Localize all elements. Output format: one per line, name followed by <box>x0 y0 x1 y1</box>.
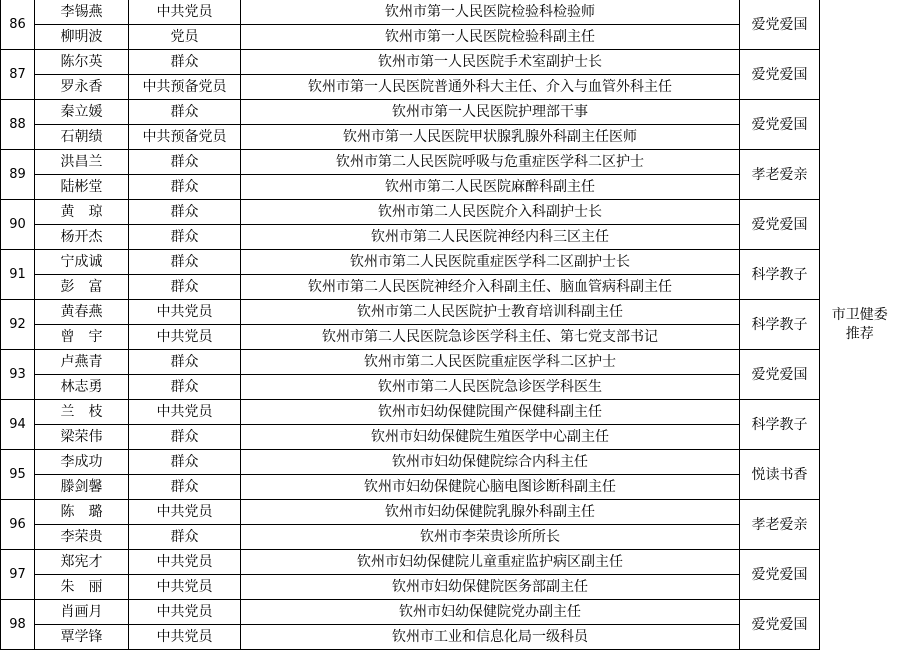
work-position: 钦州市第二人民医院急诊医学科医生 <box>241 375 740 400</box>
work-position: 钦州市第二人民医院重症医学科二区护士 <box>241 350 740 375</box>
recommending-unit-line: 市卫健委 <box>831 306 888 323</box>
person-name: 李锡燕 <box>35 0 129 25</box>
work-position: 钦州市第一人民医院手术室副护士长 <box>241 50 740 75</box>
entry-number: 92 <box>1 300 35 350</box>
award-category: 爱党爱国 <box>740 350 820 400</box>
award-category: 爱党爱国 <box>740 550 820 600</box>
work-position: 钦州市第一人民医院普通外科大主任、介入与血管外科主任 <box>241 75 740 100</box>
table-row <box>1 250 900 275</box>
person-name: 陆彬堂 <box>35 175 129 200</box>
political-status: 群众 <box>129 475 241 500</box>
table-row <box>1 450 900 475</box>
work-position: 钦州市第一人民医院护理部干事 <box>241 100 740 125</box>
work-position: 钦州市第一人民医院甲状腺乳腺外科副主任医师 <box>241 125 740 150</box>
table-row <box>1 600 900 625</box>
person-name: 陈尔英 <box>35 50 129 75</box>
table-row <box>1 150 900 175</box>
award-category: 爱党爱国 <box>740 0 820 50</box>
award-category: 爱党爱国 <box>740 100 820 150</box>
political-status: 群众 <box>129 425 241 450</box>
entry-number: 95 <box>1 450 35 500</box>
political-status: 中共党员 <box>129 325 241 350</box>
table-row <box>1 50 900 75</box>
political-status: 群众 <box>129 450 241 475</box>
person-name: 朱 丽 <box>35 575 129 600</box>
political-status: 群众 <box>129 200 241 225</box>
work-position: 钦州市第二人民医院急诊医学科主任、第七党支部书记 <box>241 325 740 350</box>
work-position: 钦州市工业和信息化局一级科员 <box>241 625 740 650</box>
work-position: 钦州市第二人民医院神经内科三区主任 <box>241 225 740 250</box>
political-status: 中共预备党员 <box>129 75 241 100</box>
table-row <box>1 550 900 575</box>
person-name: 罗永香 <box>35 75 129 100</box>
political-status: 中共党员 <box>129 625 241 650</box>
person-name: 洪昌兰 <box>35 150 129 175</box>
political-status: 群众 <box>129 275 241 300</box>
work-position: 钦州市第二人民医院呼吸与危重症医学科二区护士 <box>241 150 740 175</box>
entry-number: 97 <box>1 550 35 600</box>
entry-number: 89 <box>1 150 35 200</box>
entry-number: 93 <box>1 350 35 400</box>
person-name: 林志勇 <box>35 375 129 400</box>
political-status: 中共党员 <box>129 400 241 425</box>
award-category: 爱党爱国 <box>740 50 820 100</box>
table-row <box>1 500 900 525</box>
person-name: 杨开杰 <box>35 225 129 250</box>
political-status: 群众 <box>129 225 241 250</box>
political-status: 群众 <box>129 525 241 550</box>
award-category: 悦读书香 <box>740 450 820 500</box>
table-row <box>1 400 900 425</box>
work-position: 钦州市第二人民医院神经介入科副主任、脑血管病科副主任 <box>241 275 740 300</box>
political-status: 群众 <box>129 150 241 175</box>
table-row <box>1 350 900 375</box>
political-status: 中共预备党员 <box>129 125 241 150</box>
award-category: 孝老爱亲 <box>740 500 820 550</box>
award-category: 爱党爱国 <box>740 600 820 650</box>
person-name: 柳明波 <box>35 25 129 50</box>
entry-number: 88 <box>1 100 35 150</box>
award-category: 科学教子 <box>740 300 820 350</box>
award-category: 科学教子 <box>740 400 820 450</box>
nominee-table-body <box>1 0 900 650</box>
person-name: 郑宪才 <box>35 550 129 575</box>
work-position: 钦州市第一人民医院检验科检验师 <box>241 0 740 25</box>
political-status: 中共党员 <box>129 0 241 25</box>
work-position: 钦州市妇幼保健院生殖医学中心副主任 <box>241 425 740 450</box>
work-position: 钦州市妇幼保健院综合内科主任 <box>241 450 740 475</box>
work-position: 钦州市第二人民医院护士教育培训科副主任 <box>241 300 740 325</box>
political-status: 党员 <box>129 25 241 50</box>
person-name: 石朝绩 <box>35 125 129 150</box>
award-category: 科学教子 <box>740 250 820 300</box>
entry-number: 91 <box>1 250 35 300</box>
political-status: 中共党员 <box>129 500 241 525</box>
person-name: 黄春燕 <box>35 300 129 325</box>
work-position: 钦州市妇幼保健院党办副主任 <box>241 600 740 625</box>
table-row <box>1 100 900 125</box>
entry-number: 98 <box>1 600 35 650</box>
award-category: 爱党爱国 <box>740 200 820 250</box>
table-row <box>1 300 900 325</box>
political-status: 中共党员 <box>129 300 241 325</box>
political-status: 群众 <box>129 350 241 375</box>
entry-number: 87 <box>1 50 35 100</box>
table-row <box>1 0 900 25</box>
political-status: 群众 <box>129 375 241 400</box>
person-name: 宁成诚 <box>35 250 129 275</box>
work-position: 钦州市李荣贵诊所所长 <box>241 525 740 550</box>
person-name: 卢燕青 <box>35 350 129 375</box>
work-position: 钦州市第一人民医院检验科副主任 <box>241 25 740 50</box>
work-position: 钦州市第二人民医院介入科副护士长 <box>241 200 740 225</box>
political-status: 群众 <box>129 250 241 275</box>
work-position: 钦州市妇幼保健院围产保健科副主任 <box>241 400 740 425</box>
person-name: 肖画月 <box>35 600 129 625</box>
person-name: 梁荣伟 <box>35 425 129 450</box>
entry-number: 90 <box>1 200 35 250</box>
work-position: 钦州市妇幼保健院乳腺外科副主任 <box>241 500 740 525</box>
entry-number: 94 <box>1 400 35 450</box>
person-name: 李荣贵 <box>35 525 129 550</box>
award-category: 孝老爱亲 <box>740 150 820 200</box>
political-status: 中共党员 <box>129 600 241 625</box>
work-position: 钦州市妇幼保健院医务部副主任 <box>241 575 740 600</box>
person-name: 彭 富 <box>35 275 129 300</box>
political-status: 群众 <box>129 175 241 200</box>
entry-number: 86 <box>1 0 35 50</box>
work-position: 钦州市妇幼保健院儿童重症监护病区副主任 <box>241 550 740 575</box>
political-status: 群众 <box>129 100 241 125</box>
recommending-unit <box>820 0 900 650</box>
work-position: 钦州市妇幼保健院心脑电图诊断科副主任 <box>241 475 740 500</box>
person-name: 曾 宇 <box>35 325 129 350</box>
person-name: 黄 琼 <box>35 200 129 225</box>
person-name: 陈 璐 <box>35 500 129 525</box>
work-position: 钦州市第二人民医院麻醉科副主任 <box>241 175 740 200</box>
table-row <box>1 200 900 225</box>
recommending-unit-line: 推荐 <box>845 325 874 342</box>
person-name: 李成功 <box>35 450 129 475</box>
person-name: 兰 枝 <box>35 400 129 425</box>
political-status: 群众 <box>129 50 241 75</box>
entry-number: 96 <box>1 500 35 550</box>
political-status: 中共党员 <box>129 575 241 600</box>
work-position: 钦州市第二人民医院重症医学科二区副护士长 <box>241 250 740 275</box>
person-name: 滕剑馨 <box>35 475 129 500</box>
political-status: 中共党员 <box>129 550 241 575</box>
person-name: 秦立媛 <box>35 100 129 125</box>
person-name: 覃学锋 <box>35 625 129 650</box>
